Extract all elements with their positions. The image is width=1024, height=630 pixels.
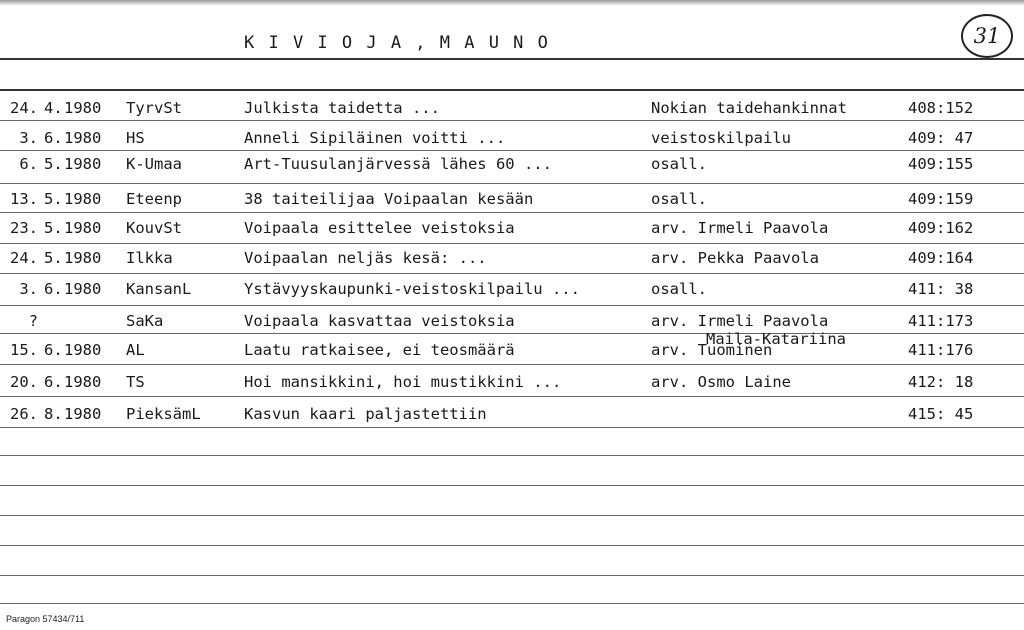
header-rule (0, 58, 1024, 60)
entry-year: 1980 (64, 155, 102, 173)
entry-ref: 415: 45 (908, 405, 974, 423)
entry-year: 1980 (64, 219, 102, 237)
card-footer: Paragon 57434/711 (6, 614, 85, 624)
entry-title: Voipaala kasvattaa veistoksia (244, 312, 515, 330)
entry-month: 6. (44, 373, 63, 391)
entry-day: 15. (10, 341, 38, 359)
ruled-line (0, 305, 1024, 306)
card-top-edge (0, 0, 1024, 6)
entry-source: KansanL (126, 280, 192, 298)
entry-note: osall. (651, 190, 707, 208)
entry-ref: 409:162 (908, 219, 974, 237)
entry-year: 1980 (64, 129, 102, 147)
entry-note: arv. Tuominen (651, 341, 773, 359)
ruled-line (0, 183, 1024, 184)
entry-source: TyrvSt (126, 99, 182, 117)
entry-source: K-Umaa (126, 155, 182, 173)
entry-day: 6. (19, 155, 38, 173)
ruled-line (0, 603, 1024, 604)
ruled-line (0, 455, 1024, 456)
entry-day: 20. (10, 373, 38, 391)
entry-note: veistoskilpailu (651, 129, 791, 147)
entry-title: Hoi mansikkini, hoi mustikkini ... (244, 373, 562, 391)
entry-month: 5. (44, 155, 63, 173)
ruled-line (0, 243, 1024, 244)
entry-ref: 411:176 (908, 341, 974, 359)
entry-row (0, 312, 1024, 338)
entry-month: 6. (44, 341, 63, 359)
entry-month: 4. (44, 99, 63, 117)
entry-day: 24. (10, 249, 38, 267)
entry-title: Julkista taidetta ... (244, 99, 440, 117)
ruled-line (0, 515, 1024, 516)
entry-row (0, 249, 1024, 275)
entry-ref: 409:159 (908, 190, 974, 208)
entry-note: Nokian taidehankinnat (651, 99, 847, 117)
ruled-line (0, 575, 1024, 576)
entry-note: osall. (651, 155, 707, 173)
ruled-line (0, 212, 1024, 213)
entry-year: 1980 (64, 373, 102, 391)
ruled-line (0, 364, 1024, 365)
ruled-line (0, 427, 1024, 428)
entry-title: 38 taiteilijaa Voipaalan kesään (244, 190, 534, 208)
entry-title: Voipaala esittelee veistoksia (244, 219, 515, 237)
ruled-line (0, 485, 1024, 486)
entry-title: Laatu ratkaisee, ei teosmäärä (244, 341, 515, 359)
ruled-line (0, 273, 1024, 274)
entry-source: Eteenp (126, 190, 182, 208)
entry-title: Ystävyyskaupunki-veistoskilpailu ... (244, 280, 580, 298)
entry-month: 5. (44, 219, 63, 237)
entry-row (0, 155, 1024, 181)
entry-day: 13. (10, 190, 38, 208)
entry-source: KouvSt (126, 219, 182, 237)
card-number-circled: 31 (961, 14, 1013, 58)
card-title: K I V I O J A , M A U N O (244, 33, 550, 53)
entry-year: 1980 (64, 280, 102, 298)
entry-note: arv. Irmeli Paavola (651, 312, 829, 330)
entry-title: Kasvun kaari paljastettiin (244, 405, 487, 423)
entry-ref: 412: 18 (908, 373, 974, 391)
entry-note: osall. (651, 280, 707, 298)
entry-day: 3. (19, 129, 38, 147)
entry-month: 5. (44, 249, 63, 267)
note-overline: Maila-Katariina (706, 330, 846, 348)
entry-ref: 411: 38 (908, 280, 974, 298)
ruled-line (0, 333, 1024, 334)
entry-month: 6. (44, 280, 63, 298)
entry-source: HS (126, 129, 145, 147)
entry-ref: 409:155 (908, 155, 974, 173)
entry-row (0, 219, 1024, 245)
ruled-line (0, 396, 1024, 397)
ruled-line (0, 120, 1024, 121)
header-rule-lower (0, 89, 1024, 91)
ruled-line (0, 150, 1024, 151)
entry-title: Art-Tuusulanjärvessä lähes 60 ... (244, 155, 552, 173)
entry-ref: 409:164 (908, 249, 974, 267)
entry-row (0, 129, 1024, 155)
entry-year: 1980 (64, 405, 102, 423)
entry-day: 3. (19, 280, 38, 298)
entry-day: ? (28, 312, 38, 330)
entry-month: 8. (44, 405, 63, 423)
entry-note: arv. Pekka Paavola (651, 249, 819, 267)
entry-source: TS (126, 373, 145, 391)
ruled-line (0, 545, 1024, 546)
entry-day: 24. (10, 99, 38, 117)
entry-day: 23. (10, 219, 38, 237)
entry-source: SaKa (126, 312, 164, 330)
entry-year: 1980 (64, 190, 102, 208)
entry-ref: 408:152 (908, 99, 974, 117)
entry-year: 1980 (64, 99, 102, 117)
entry-row (0, 99, 1024, 125)
entry-note: arv. Irmeli Paavola (651, 219, 829, 237)
entry-title: Voipaalan neljäs kesä: ... (244, 249, 487, 267)
entry-day: 26. (10, 405, 38, 423)
entry-note: arv. Osmo Laine (651, 373, 791, 391)
entry-year: 1980 (64, 341, 102, 359)
entry-source: PieksämL (126, 405, 201, 423)
entry-title: Anneli Sipiläinen voitti ... (244, 129, 506, 147)
entry-source: AL (126, 341, 145, 359)
entry-row (0, 280, 1024, 306)
entry-month: 6. (44, 129, 63, 147)
entry-year: 1980 (64, 249, 102, 267)
entry-ref: 411:173 (908, 312, 974, 330)
entry-month: 5. (44, 190, 63, 208)
entry-source: Ilkka (126, 249, 173, 267)
entry-ref: 409: 47 (908, 129, 974, 147)
